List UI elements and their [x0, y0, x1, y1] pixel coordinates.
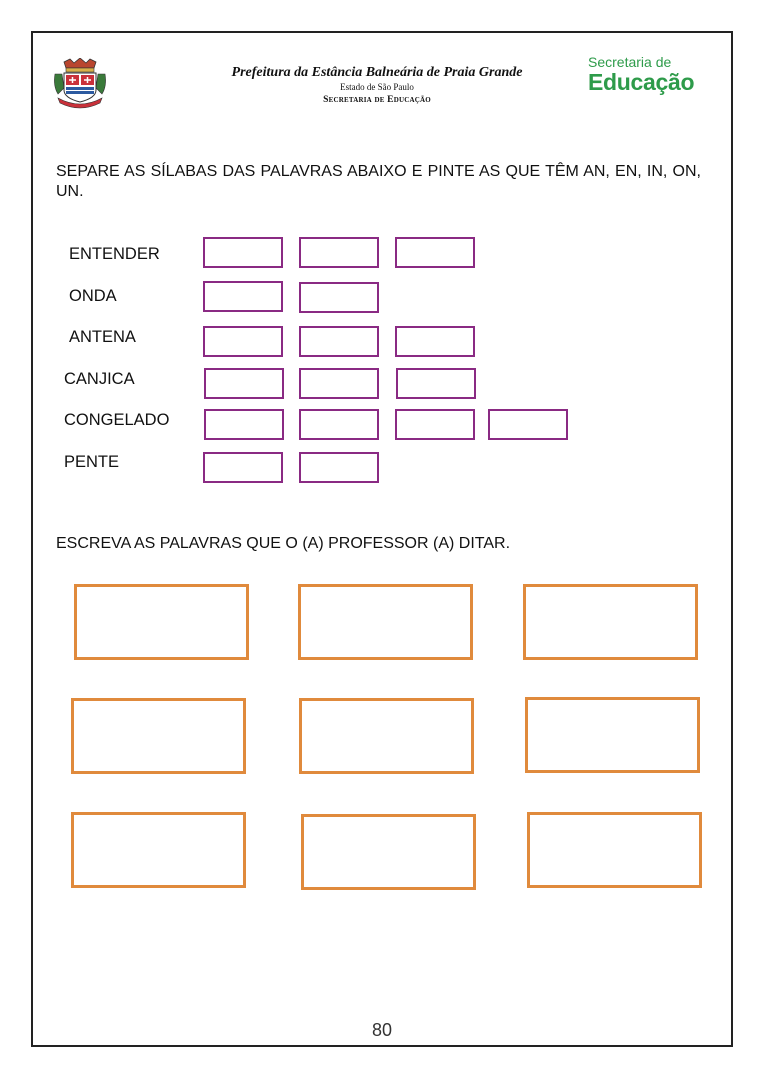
syllable-box[interactable] — [299, 326, 379, 357]
dictation-answer-box[interactable] — [71, 812, 246, 888]
page-number: 80 — [371, 1020, 393, 1040]
syllable-box[interactable] — [488, 409, 568, 440]
logo-line1: Secretaria de — [588, 54, 672, 70]
word-label: CANJICA — [64, 370, 135, 388]
syllable-box[interactable] — [299, 409, 379, 440]
header-title: Prefeitura da Estância Balneária de Praia Grande — [231, 65, 523, 80]
word-label: ANTENA — [69, 328, 136, 346]
dictation-answer-box[interactable] — [298, 584, 473, 660]
exercise1-instruction: SEPARE AS SÍLABAS DAS PALAVRAS ABAIXO E PINTE AS QUE TÊM AN, EN, IN, ON, UN. — [56, 163, 701, 200]
header-state: Estado de São Paulo — [340, 82, 414, 92]
dictation-answer-box[interactable] — [299, 698, 474, 774]
dictation-answer-box[interactable] — [71, 698, 246, 774]
exercise2-instruction: ESCREVA AS PALAVRAS QUE O (A) PROFESSOR (A) DITAR. — [56, 535, 511, 552]
dictation-answer-box[interactable] — [74, 584, 249, 660]
syllable-box[interactable] — [395, 409, 475, 440]
syllable-box[interactable] — [299, 368, 379, 399]
header — [190, 64, 564, 107]
dictation-answer-box[interactable] — [525, 697, 700, 773]
syllable-box[interactable] — [396, 368, 476, 399]
syllable-box[interactable] — [395, 326, 475, 357]
city-crest-icon — [50, 58, 110, 110]
word-label: CONGELADO — [64, 411, 170, 429]
syllable-box[interactable] — [395, 237, 475, 268]
word-label: ENTENDER — [69, 245, 160, 263]
syllable-box[interactable] — [299, 282, 379, 313]
syllable-box[interactable] — [204, 409, 284, 440]
syllable-box[interactable] — [299, 237, 379, 268]
syllable-box[interactable] — [299, 452, 379, 483]
header-department: Secretaria de Educação — [323, 95, 431, 105]
syllable-box[interactable] — [203, 326, 283, 357]
syllable-box[interactable] — [203, 281, 283, 312]
word-label: PENTE — [64, 453, 120, 471]
dictation-answer-box[interactable] — [301, 814, 476, 890]
logo-line2: Educação — [588, 69, 695, 95]
syllable-box[interactable] — [203, 237, 283, 268]
syllable-box[interactable] — [203, 452, 283, 483]
dictation-answer-box[interactable] — [527, 812, 702, 888]
dictation-answer-box[interactable] — [523, 584, 698, 660]
word-label: ONDA — [69, 287, 117, 305]
secretaria-logo — [588, 54, 708, 94]
syllable-box[interactable] — [204, 368, 284, 399]
